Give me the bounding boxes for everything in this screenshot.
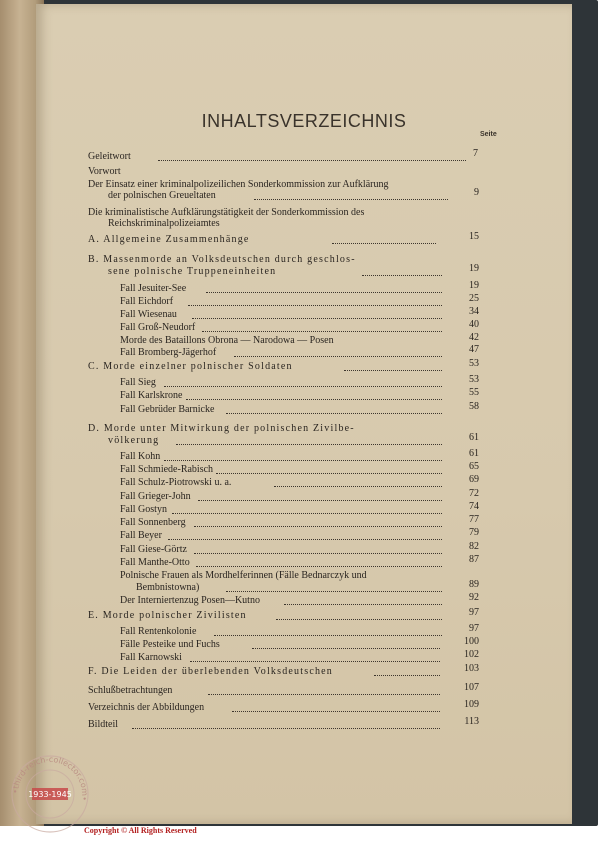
toc-entry-label: Fall Karnowski xyxy=(120,652,182,663)
toc-entry xyxy=(36,570,572,582)
toc-leader-dots xyxy=(276,619,442,620)
toc-entry-label: Fall Sieg xyxy=(120,377,156,388)
toc-entry-label: Reichskriminalpolizeiamtes xyxy=(108,218,220,229)
toc-entry xyxy=(36,218,572,230)
toc-entry xyxy=(36,636,572,651)
toc-page-number: 15 xyxy=(469,231,479,242)
page-title: INHALTSVERZEICHNIS xyxy=(201,111,407,131)
toc-entry xyxy=(36,374,572,389)
toc-page-number: 19 xyxy=(469,263,479,274)
toc-entry-label: sene polnische Truppeneinheiten xyxy=(108,266,277,277)
toc-page-number: 19 xyxy=(469,280,479,291)
toc-page-number: 89 xyxy=(469,579,479,590)
toc-entry-label: Fall Wiesenau xyxy=(120,309,177,320)
toc-leader-dots xyxy=(232,711,440,712)
toc-entry-label: B. Massenmorde an Volksdeutschen durch geschlos- xyxy=(88,254,356,265)
toc-page-number: 107 xyxy=(464,682,479,693)
toc-entry xyxy=(36,263,572,278)
toc-page-number: 79 xyxy=(469,527,479,538)
toc-leader-dots xyxy=(194,526,442,527)
toc-page-number: 102 xyxy=(464,649,479,660)
toc-entry xyxy=(36,148,572,163)
toc-entry xyxy=(36,293,572,308)
toc-entry-label: Vorwort xyxy=(88,166,121,177)
toc-page-number: 9 xyxy=(474,187,479,198)
toc-entry xyxy=(36,319,572,334)
toc-leader-dots xyxy=(214,635,442,636)
copyright-notice: Copyright © All Rights Reserved xyxy=(84,826,197,835)
toc-entry-label: Fall Grieger-John xyxy=(120,491,191,502)
toc-entry-label: Fälle Pesteike und Fuchs xyxy=(120,639,220,650)
toc-entry xyxy=(36,554,572,569)
toc-leader-dots xyxy=(254,199,448,200)
toc-page-number: 34 xyxy=(469,306,479,317)
toc-leader-dots xyxy=(196,566,442,567)
book-page xyxy=(36,4,572,824)
toc-entry-label: Fall Jesuiter-See xyxy=(120,283,187,294)
toc-entry xyxy=(36,474,572,489)
toc-leader-dots xyxy=(226,591,442,592)
toc-entry-label: Der Einsatz einer kriminalpolizeilichen Sonderkommission zur Aufklärung xyxy=(88,179,389,190)
table-of-contents xyxy=(36,4,572,824)
toc-page-number: 55 xyxy=(469,387,479,398)
toc-entry xyxy=(36,280,572,295)
toc-leader-dots xyxy=(252,648,440,649)
toc-page-number: 74 xyxy=(469,501,479,512)
toc-leader-dots xyxy=(186,399,442,400)
toc-entry xyxy=(36,387,572,402)
toc-page-number: 100 xyxy=(464,636,479,647)
toc-page-number: 61 xyxy=(469,432,479,443)
toc-leader-dots xyxy=(206,292,442,293)
toc-entry xyxy=(36,187,572,202)
toc-leader-dots xyxy=(176,444,442,445)
toc-leader-dots xyxy=(132,728,440,729)
toc-page-number: 92 xyxy=(469,592,479,603)
toc-entry xyxy=(36,306,572,321)
toc-entry-label: Geleitwort xyxy=(88,151,131,162)
toc-entry xyxy=(36,401,572,416)
toc-page-number: 87 xyxy=(469,554,479,565)
toc-leader-dots xyxy=(172,513,442,514)
toc-leader-dots xyxy=(374,675,440,676)
toc-entry xyxy=(36,332,572,347)
toc-entry xyxy=(36,231,572,246)
toc-leader-dots xyxy=(274,486,442,487)
toc-entry-label: Die kriminalistische Aufklärungstätigkeit der Sonderkommission des xyxy=(88,207,365,218)
toc-entry xyxy=(36,527,572,542)
toc-entry xyxy=(36,716,572,731)
toc-entry xyxy=(36,699,572,714)
toc-entry-label: Fall Karlskrone xyxy=(120,390,183,401)
toc-entry-label: Fall Kohn xyxy=(120,451,161,462)
toc-page-number: 77 xyxy=(469,514,479,525)
toc-leader-dots xyxy=(208,694,440,695)
toc-page-number: 97 xyxy=(469,607,479,618)
toc-page-number: 72 xyxy=(469,488,479,499)
watermark-stamp xyxy=(8,752,92,836)
toc-page-number: 103 xyxy=(464,663,479,674)
toc-entry-label: völkerung xyxy=(108,435,160,446)
toc-page-number: 65 xyxy=(469,461,479,472)
toc-page-number: 25 xyxy=(469,293,479,304)
stamp-years: 1933-1945 xyxy=(28,790,72,799)
toc-entry-label: C. Morde einzelner polnischer Soldaten xyxy=(88,361,293,372)
toc-entry-label: A. Allgemeine Zusammenhänge xyxy=(88,234,250,245)
toc-page-number: 58 xyxy=(469,401,479,412)
toc-leader-dots xyxy=(164,386,442,387)
toc-page-number: 69 xyxy=(469,474,479,485)
toc-leader-dots xyxy=(198,500,442,501)
toc-leader-dots xyxy=(284,604,442,605)
toc-entry-label: Morde des Bataillons Obrona — Narodowa — Posen xyxy=(120,335,334,346)
page-column-header: Seite xyxy=(480,131,497,138)
toc-page-number: 40 xyxy=(469,319,479,330)
toc-entry-label: Fall Manthe-Otto xyxy=(120,557,190,568)
toc-page-number: 53 xyxy=(469,374,479,385)
toc-leader-dots xyxy=(190,661,440,662)
toc-entry-label: Schlußbetrachtungen xyxy=(88,685,173,696)
toc-page-number: 97 xyxy=(469,623,479,634)
toc-entry-label: Fall Bromberg-Jägerhof xyxy=(120,347,217,358)
toc-entry xyxy=(36,166,572,178)
toc-page-number: 109 xyxy=(464,699,479,710)
toc-page-number: 42 xyxy=(469,332,479,343)
toc-leader-dots xyxy=(332,243,436,244)
toc-entry-label: Bembnistowna) xyxy=(136,582,200,593)
toc-leader-dots xyxy=(158,160,466,161)
toc-entry xyxy=(36,448,572,463)
toc-page-number: 53 xyxy=(469,358,479,369)
toc-entry-label: Fall Schmiede-Rabisch xyxy=(120,464,214,475)
toc-leader-dots xyxy=(188,305,442,306)
toc-entry-label: Fall Groß-Neudorf xyxy=(120,322,196,333)
toc-entry-label: Fall Schulz-Piotrowski u. a. xyxy=(120,477,232,488)
toc-entry-label: Fall Gebrüder Barnicke xyxy=(120,404,215,415)
toc-page-number: 7 xyxy=(473,148,478,159)
toc-leader-dots xyxy=(192,318,442,319)
toc-entry-label: D. Morde unter Mitwirkung der polnischen Zivilbe- xyxy=(88,423,355,434)
toc-entry xyxy=(36,579,572,594)
toc-leader-dots xyxy=(194,553,442,554)
toc-entry-label: F. Die Leiden der überlebenden Volksdeutschen xyxy=(88,666,334,677)
toc-leader-dots xyxy=(226,413,442,414)
toc-entry xyxy=(36,423,572,435)
toc-entry xyxy=(36,501,572,516)
toc-entry-label: der polnischen Greueltaten xyxy=(108,190,216,201)
toc-leader-dots xyxy=(344,370,442,371)
toc-entry-label: Fall Sonnenberg xyxy=(120,517,186,528)
toc-entry xyxy=(36,432,572,447)
toc-entry xyxy=(36,682,572,697)
toc-entry xyxy=(36,461,572,476)
toc-entry xyxy=(36,623,572,638)
toc-leader-dots xyxy=(202,331,442,332)
toc-leader-dots xyxy=(362,275,442,276)
toc-entry xyxy=(36,514,572,529)
toc-entry-label: Verzeichnis der Abbildungen xyxy=(88,702,205,713)
toc-entry-label: Bildteil xyxy=(88,719,118,730)
toc-page-number: 82 xyxy=(469,541,479,552)
toc-entry-label: Der Interniertenzug Posen—Kutno xyxy=(120,595,260,606)
stamp-ring-text: •third-reich-collector.com• xyxy=(10,754,90,802)
toc-leader-dots xyxy=(168,539,442,540)
toc-entry xyxy=(36,649,572,664)
toc-entry xyxy=(36,358,572,373)
toc-leader-dots xyxy=(234,356,442,357)
toc-page-number: 113 xyxy=(464,716,479,727)
toc-entry-label: E. Morde polnischer Zivilisten xyxy=(88,610,247,621)
toc-entry xyxy=(36,541,572,556)
toc-entry xyxy=(36,607,572,622)
toc-entry-label: Fall Gostyn xyxy=(120,504,167,515)
toc-leader-dots xyxy=(216,473,442,474)
toc-entry-label: Fall Rentenkolonie xyxy=(120,626,197,637)
toc-entry xyxy=(36,344,572,359)
toc-entry xyxy=(36,488,572,503)
toc-entry-label: Polnische Frauen als Mordhelferinnen (Fälle Bednarczyk und xyxy=(120,570,367,581)
toc-entry-label: Fall Giese-Görtz xyxy=(120,544,187,555)
toc-entry xyxy=(36,663,572,678)
toc-page-number: 47 xyxy=(469,344,479,355)
toc-entry-label: Fall Eichdorf xyxy=(120,296,174,307)
toc-entry-label: Fall Beyer xyxy=(120,530,162,541)
toc-entry xyxy=(36,254,572,266)
toc-leader-dots xyxy=(164,460,442,461)
toc-page-number: 61 xyxy=(469,448,479,459)
toc-entry xyxy=(36,592,572,607)
